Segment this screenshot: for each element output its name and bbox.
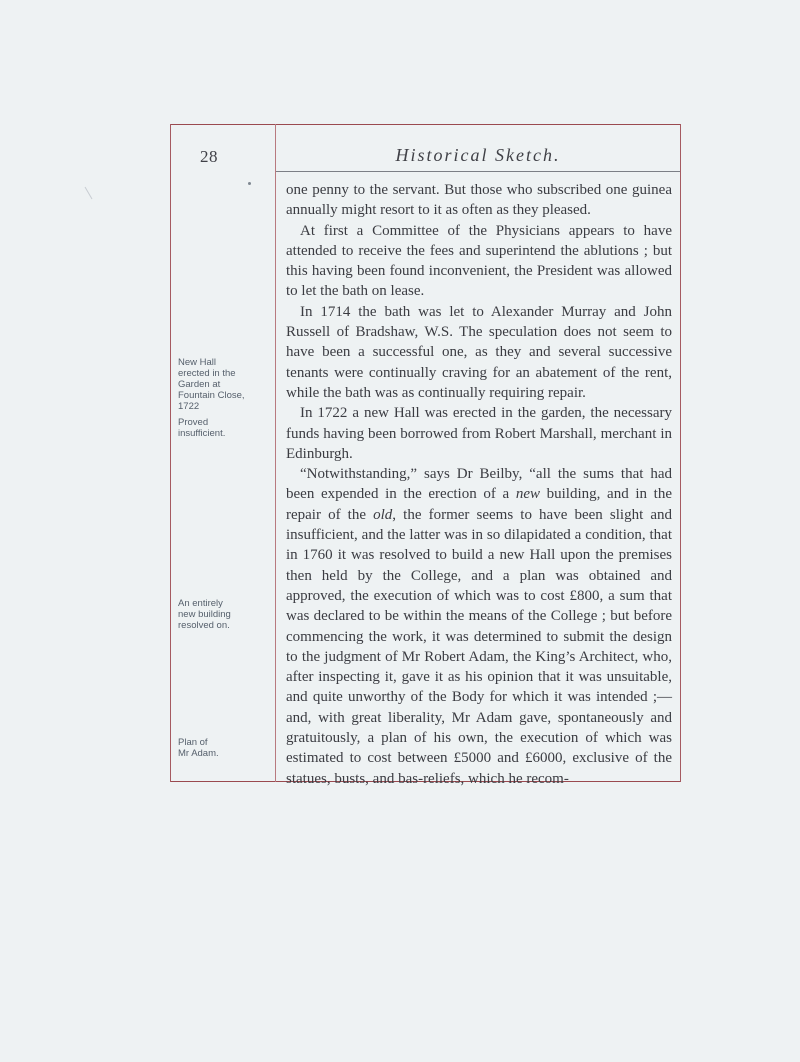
paragraph-quotation xyxy=(286,464,672,789)
text-run: , the former seems to have been slight and insufficient, and the latter was in so dilapidated a condition, that in 1760 it was resolved to build a new Hall upon the premises then held by the College, and a plan was obtained and approved, the execution of which was to cost £800, a sum that was declared to be within the means of the College ; but before commencing the work, it was determined to submit the design to the judgment of Mr Robert Adam, the King’s Architect, who, after inspecting it, gave it as his opinion that it was unsuitable, and quite unworthy of the Body for which it was intended ;—and, with great liberality, Mr Adam gave, spontaneously and gratuitously, a plan of his own, the execution of which was estimated to cost between £5000 and £6000, exclusive of the statues, busts, and bas-reliefs, which he recom- xyxy=(286,506,672,787)
emphasis-old: old xyxy=(373,506,393,523)
margin-gutter-rule xyxy=(275,124,276,782)
marginal-note-line: erected in the xyxy=(178,368,236,379)
marginal-note-line: An entirely xyxy=(178,598,223,609)
marginal-note-line: new building xyxy=(178,609,231,620)
margin-dot xyxy=(248,182,251,185)
paragraph: In 1722 a new Hall was erected in the garden, the necessary funds having been borrowed from Robert Marshall, merchant in Edinburgh. xyxy=(286,405,672,462)
frame-left-rule xyxy=(170,124,171,782)
body-text xyxy=(286,180,672,789)
text-run: building, and in the repair of the xyxy=(286,486,672,523)
marginal-note-line: insufficient. xyxy=(178,428,226,439)
marginal-note-proved-insufficient xyxy=(178,417,270,439)
frame-top-rule xyxy=(170,124,681,125)
paragraph: In 1714 the bath was let to Alexander Murray and John Russell of Bradshaw, W.S. The speculation does not seem to have been a successful one, as they and several successive tenants were continually craving for an abatement of the rent, while the bath was as continually requiring repair. xyxy=(286,303,672,401)
paragraph: At first a Committee of the Physicians appears to have attended to receive the fees and superintend the ablutions ; but this having been found inconvenient, the President was allowed to let the bath on lease. xyxy=(286,222,672,300)
frame-right-rule xyxy=(680,124,681,782)
marginal-note-plan-of-adam xyxy=(178,737,270,759)
marginal-note-line: resolved on. xyxy=(178,620,230,631)
marginal-note-line: 1722 xyxy=(178,401,200,412)
running-head: Historical Sketch. xyxy=(395,145,561,165)
marginal-note-line: Proved xyxy=(178,417,209,428)
marginal-note-line: New Hall xyxy=(178,357,217,368)
marginal-note-new-building xyxy=(178,598,270,631)
page-number: 28 xyxy=(200,147,218,166)
paragraph: one penny to the servant. But those who subscribed one guinea annually might resort to it as often as they pleased. xyxy=(286,182,672,219)
header-rule xyxy=(276,171,680,172)
emphasis-new: new xyxy=(515,486,540,503)
marginal-note-line: Fountain Close, xyxy=(178,390,245,401)
marginal-note-line: Plan of xyxy=(178,737,208,748)
text-run: “Notwithstanding,” says Dr Beilby, “all the sums that had been expended in the erection of a xyxy=(286,466,672,503)
marginal-note-line: Mr Adam. xyxy=(178,748,219,759)
marginal-note-line: Garden at xyxy=(178,379,221,390)
paper-mark xyxy=(85,187,93,200)
marginal-note-new-hall xyxy=(178,357,270,412)
